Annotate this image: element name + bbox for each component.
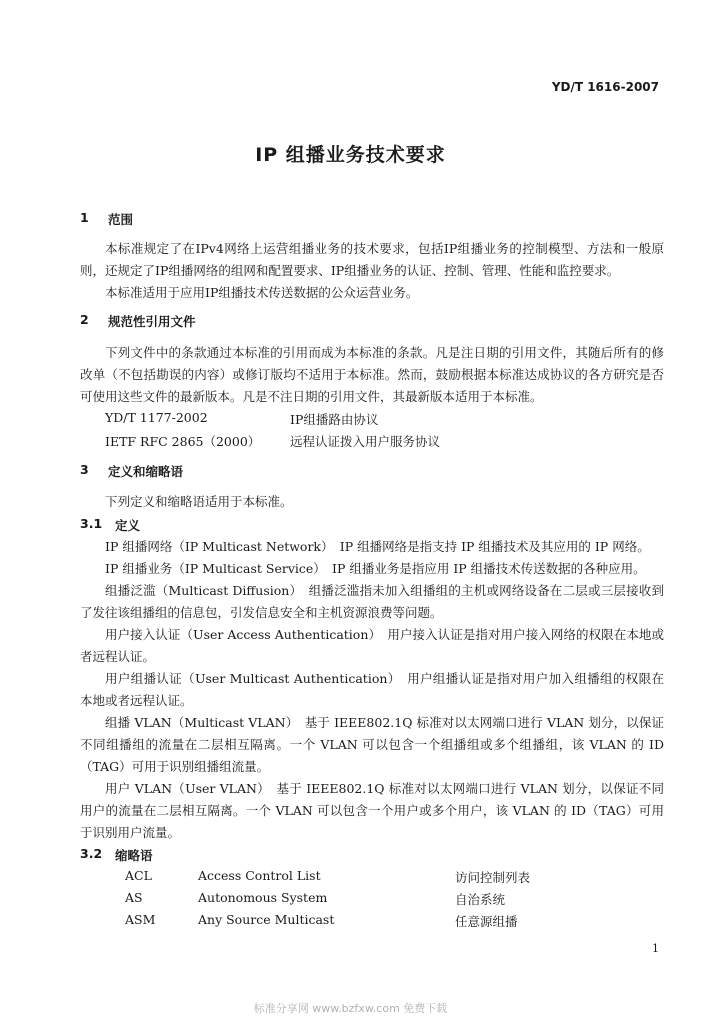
reference-title: 远程认证拨入用户服务协议 bbox=[290, 434, 441, 449]
definition-text: 用户接入认证是指对用户接入网络的权限在本地或者远程认证。 bbox=[80, 627, 664, 664]
abbreviation: ACL bbox=[125, 868, 152, 883]
section-2-number: 2 bbox=[80, 312, 89, 327]
page-number: 1 bbox=[652, 942, 659, 955]
definition-term: IP 组播业务（IP Multicast Service） bbox=[105, 561, 320, 576]
definition-term: 组播 VLAN（Multicast VLAN） bbox=[105, 715, 293, 730]
reference-title: IP组播路由协议 bbox=[290, 412, 379, 427]
definition-text: 组播泛滥指未加入组播组的主机或网络设备在二层或三层接收到了发往该组播组的信息包，引发信息安全和主机资源浪费等问题。 bbox=[80, 583, 664, 620]
definition-text: 基于 IEEE802.1Q 标准对以太网端口进行 VLAN 划分，以保证不同组播组的流量在二层相互隔离。一个 VLAN 可以包含一个组播组或多个组播组，该 VLAN 的 ID（TAG）可用于识别组播组流量。 bbox=[80, 715, 664, 774]
reference-code: IETF RFC 2865（2000） bbox=[105, 434, 261, 449]
subsection-3-2-number: 3.2 bbox=[80, 846, 103, 861]
definition-term: IP 组播网络（IP Multicast Network） bbox=[105, 539, 328, 554]
definition-term: 组播泛滥（Multicast Diffusion） bbox=[105, 583, 296, 598]
definition-term: 用户 VLAN（User VLAN） bbox=[105, 781, 264, 796]
definition bbox=[80, 712, 664, 778]
definition-term: 用户组播认证（User Multicast Authentication） bbox=[105, 671, 395, 686]
definition-text: IP 组播网络是指支持 IP 组播技术及其应用的 IP 网络。 bbox=[339, 539, 650, 554]
subsection-3-2-heading: 缩略语 bbox=[115, 848, 153, 863]
section-1-paragraph-1: 本标准规定了在IPv4网络上运营组播业务的技术要求，包括IP组播业务的控制模型、方法和一般原则，还规定了IP组播网络的组网和配置要求、IP组播业务的认证、控制、管理、性能和监控要求。 bbox=[80, 241, 664, 278]
section-1-heading: 范围 bbox=[108, 212, 134, 227]
section-3-heading: 定义和缩略语 bbox=[108, 464, 184, 479]
abbreviation: ASM bbox=[125, 912, 156, 927]
section-3-intro: 下列定义和缩略语适用于本标准。 bbox=[105, 494, 293, 509]
definition-text: 用户组播认证是指对用户加入组播组的权限在本地或者远程认证。 bbox=[80, 671, 664, 708]
subsection-3-1-heading: 定义 bbox=[115, 518, 141, 533]
section-2-paragraph: 下列文件中的条款通过本标准的引用而成为本标准的条款。凡是注日期的引用文件，其随后所有的修改单（不包括勘误的内容）或修订版均不适用于本标准。然而，鼓励根据本标准达成协议的各方研究是否可使用这些文件的最新版本。凡是不注日期的引用文件，其最新版本适用于本标准。 bbox=[80, 345, 664, 404]
definition-text: IP 组播业务是指应用 IP 组播技术传送数据的各种应用。 bbox=[332, 561, 646, 576]
definition bbox=[80, 580, 664, 624]
section-1-number: 1 bbox=[80, 210, 89, 225]
definition bbox=[80, 624, 664, 668]
definition bbox=[80, 668, 664, 712]
abbreviation-full: Any Source Multicast bbox=[198, 912, 335, 927]
abbreviation-chinese: 任意源组播 bbox=[455, 914, 518, 929]
definition bbox=[80, 778, 664, 844]
abbreviation-chinese: 访问控制列表 bbox=[455, 870, 531, 885]
standard-number: YD/T 1616-2007 bbox=[551, 80, 659, 94]
section-1-paragraph-2: 本标准适用于应用IP组播技术传送数据的公众运营业务。 bbox=[105, 285, 419, 300]
reference-code: YD/T 1177-2002 bbox=[105, 410, 208, 425]
footer-watermark[interactable]: 标准分享网 www.bzfxw.com 免费下载 bbox=[253, 1002, 448, 1015]
definition-term: 用户接入认证（User Access Authentication） bbox=[105, 627, 375, 642]
abbreviation-chinese: 自治系统 bbox=[455, 892, 506, 907]
page-title: IP 组播业务技术要求 bbox=[255, 144, 446, 166]
abbreviation-full: Access Control List bbox=[198, 868, 321, 883]
definition bbox=[80, 536, 664, 558]
section-3-number: 3 bbox=[80, 462, 89, 477]
abbreviation-full: Autonomous System bbox=[198, 890, 328, 905]
section-2-heading: 规范性引用文件 bbox=[108, 314, 196, 329]
definition bbox=[80, 558, 664, 580]
subsection-3-1-number: 3.1 bbox=[80, 516, 103, 531]
definition-text: 基于 IEEE802.1Q 标准对以太网端口进行 VLAN 划分，以保证不同用户的流量在二层相互隔离。一个 VLAN 可以包含一个用户或多个用户，该 VLAN 的 ID（TAG）可用于识别用户流量。 bbox=[80, 781, 664, 840]
abbreviation: AS bbox=[125, 890, 143, 905]
